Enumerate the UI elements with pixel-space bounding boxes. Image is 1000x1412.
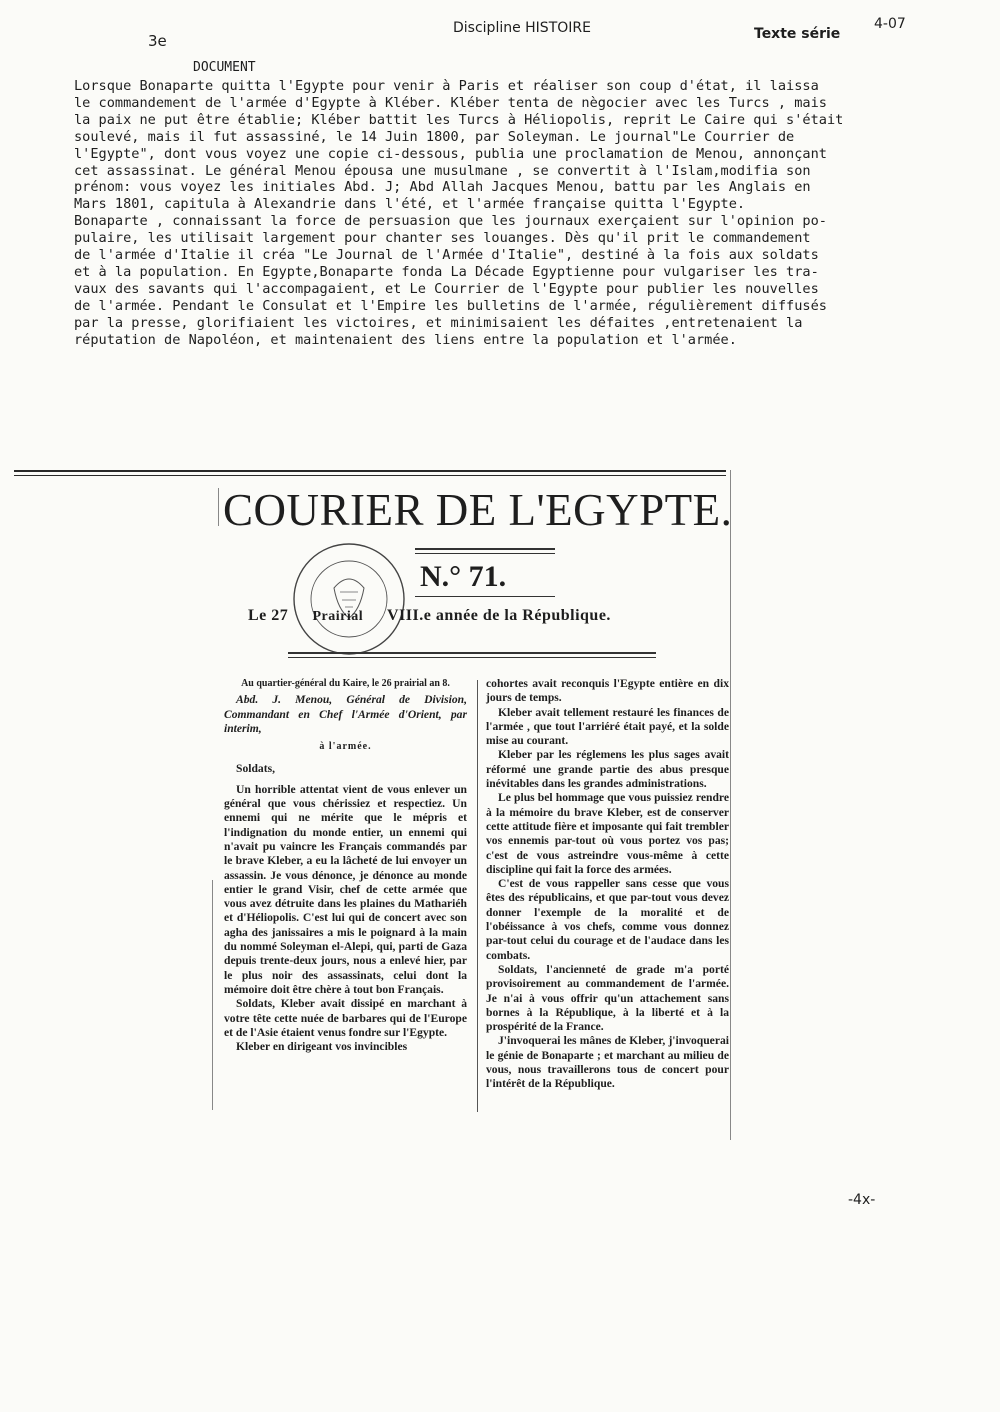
article-paragraph: Soldats, Kleber avait dissipé en marchant à votre tête cette nuée de barbares qui de l'Europe et de l'Asie étaient venus fondre sur l'Egypte. xyxy=(224,997,467,1039)
issue-date-prefix: Le 27 xyxy=(248,607,289,624)
intro-paragraph-2: Bonaparte , connaissant la force de persuasion que les journaux exerçaient sur l'opinion po- pulaire, les utilisait largement pour chanter ses louanges. Dès qu'il prit le commandement de l'armée d'Italie il créa "Le Journal de l'Armée d'Italie", destiné à la fois aux soldats et à la population. En Egypte,Bonaparte fonda La Décade Egyptienne pour vulgariser les tra- vaux des savants qui l'accompagaient, et Le Courrier de l'Egypte pour publier les nouvelles de l'armée. Pendant le Consulat et l'Empire les bulletins de l'armée, régulièrement diffusés par la presse, glorifiaient les victoires, et minimisaient les défaites ,entretenaient la réputation de Napoléon, et maintenaient des liens entre la population et l'armée. xyxy=(74,213,827,348)
article-paragraph: Kleber avait tellement restauré les finances de l'armée , que tout l'arriéré était payé, et la solde mise au courant. xyxy=(486,705,729,748)
class-level: 3e xyxy=(148,32,167,50)
article-paragraph: J'invoquerai les mânes de Kleber, j'invoquerai le génie de Bonaparte ; et marchant au milieu de vous, nous travaillerons tous de concert pour l'intérêt de la République. xyxy=(486,1034,729,1091)
salutation: Soldats, xyxy=(236,762,275,776)
article-paragraph: Kleber en dirigeant vos invincibles xyxy=(236,1040,408,1054)
issue-date xyxy=(248,607,611,625)
newspaper-title: COURIER DE L'EGYPTE. xyxy=(223,485,733,535)
article-paragraph: Un horrible attentat vient de vous enlever un général que vous chérissiez et respectiez. Un ennemi qui ne mérite que le mépris et l'indignation du monde entier, un ennemi qui n'avait pu vaincre les Français commandés par le brave Kleber, a eu la lâcheté de lui envoyer un assassin. Je vous dénonce, je dénonce au monde entier le grand Visir, chef de cette armée que vous avez détruite dans les plaines du Mathariéh et d'Héliopolis. C'est lui qui de concert avec son agha des janissaires a mis le poignard à la main du nommé Soleyman el-Alepi, qui, parti de Gaza depuis trente-deux jours, nous a enlevé hier, par le plus noir des assassinats, celui dont la mémoire doit être chère à tout bon Français. xyxy=(224,782,467,996)
article-paragraph: Kleber par les réglemens les plus sages avait réformé une grande partie des abus presque inévitables dans les grandes administrations. xyxy=(486,748,729,791)
column-divider xyxy=(477,680,478,1112)
intro-text xyxy=(74,78,934,349)
clipping-right-edge xyxy=(730,470,731,1140)
document-code: 4-07 xyxy=(874,16,906,32)
series-label: Texte série xyxy=(754,26,841,42)
article-paragraph: C'est de vous rappeller sans cesse que vous êtes des républicains, et que par-tout vous devez donner l'exemple de la moralité et de l'obéissance à vos chefs, comme vous donnez par-tout celui du courage et de l'audace dans les combats. xyxy=(486,877,729,962)
clipping-left-edge-lower xyxy=(212,880,213,1110)
header-bottom-rule-thin xyxy=(288,657,656,658)
number-top-rule-thin xyxy=(415,553,555,554)
page-header xyxy=(0,0,1000,60)
article-right-column xyxy=(486,677,729,1092)
intro-paragraph-1: Lorsque Bonaparte quitta l'Egypte pour venir à Paris et réaliser son coup d'état, il laissa le commandement de l'armée d'Egypte à Kléber. Kléber tenta de nègocier avec les Turcs , mais la paix ne put être établie; Kléber battit les Turcs à Héliopolis, reprit Le Caire qui s'était soulevé, mais il fut assassiné, le 14 Juin 1800, par Soleyman. Le journal"Le Courrier de l'Egypte", dont vous voyez une copie ci-dessous, publia une proclamation de Menou, annonçant cet assassinat. Le général Menou épousa une musulmane , se convertit à l'Islam,modifia son prénom: vous voyez les initiales Abd. J; Abd Allah Jacques Menou, battu par les Anglais en Mars 1801, capitula à Alexandrie dans l'été, et l'armée française quitta l'Egypte. xyxy=(74,78,844,213)
article-paragraph: Soldats, l'ancienneté de grade m'a porté provisoirement au commandement de l'armée. Je n'ai à vous offrir qu'un attachement sans bornes à la République, à la liberté et à la prospérité de la France. xyxy=(486,962,729,1034)
page-number: -4x- xyxy=(848,1192,876,1208)
issue-number: N.° 71. xyxy=(420,560,507,593)
dateline: Au quartier-général du Kaire, le 26 prairial an 8. xyxy=(241,678,450,689)
discipline-label: Discipline HISTOIRE xyxy=(453,20,591,36)
article-paragraph: cohortes avait reconquis l'Egypte entière en dix jours de temps. xyxy=(486,677,729,705)
issue-date-suffix: VIII.e année de la République. xyxy=(387,607,611,624)
author-line: Abd. J. Menou, Général de Division, Commandant en Chef l'Armée d'Orient, par interim, xyxy=(224,693,467,735)
document-label: DOCUMENT xyxy=(193,60,256,75)
header-bottom-rule xyxy=(288,652,656,654)
number-bottom-rule xyxy=(415,596,555,597)
article-paragraph: Le plus bel hommage que vous puissiez rendre à la mémoire du brave Kleber, est de conserver cette attitude fière et imposante qui fait trembler vos ennemis par-tout où vous portez vos pas; c'est de vous astreindre vous-même à cette discipline qui fait la force des armées. xyxy=(486,791,729,876)
number-top-rule xyxy=(415,548,555,550)
article-left-column xyxy=(224,677,467,1054)
masthead-top-rule xyxy=(14,470,726,472)
library-stamp xyxy=(290,540,408,658)
addressee: à l'armée. xyxy=(319,741,372,753)
clipping-left-edge xyxy=(218,488,219,526)
masthead-top-rule-thin xyxy=(14,475,726,476)
issue-date-month: Prairial xyxy=(312,609,364,624)
